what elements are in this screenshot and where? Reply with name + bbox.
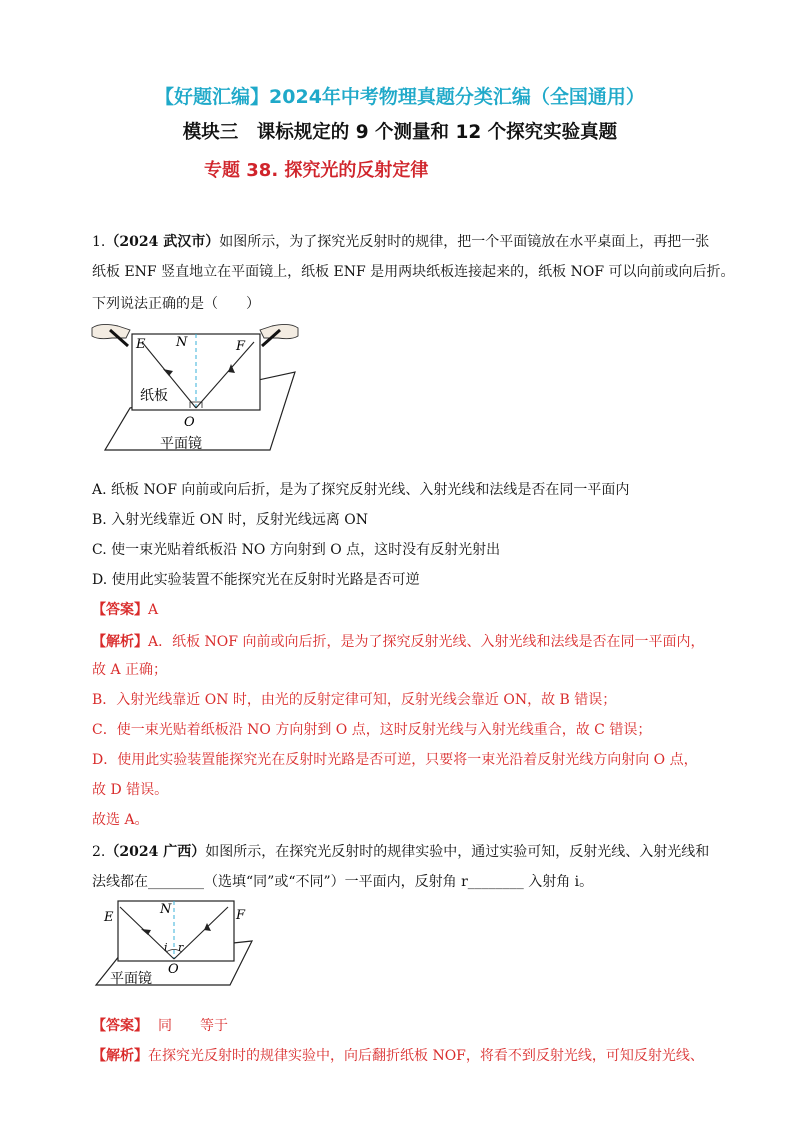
q1-figure	[90, 320, 300, 465]
q2-figure	[90, 895, 260, 993]
q2-stem-line1	[92, 842, 709, 862]
q1-option-b: B. 入射光线靠近 ON 时，反射光线远离 ON	[92, 512, 368, 528]
q1-stem-line2: 纸板 ENF 竖直地立在平面镜上，纸板 ENF 是用两块纸板连接起来的，纸板 NOF 可以向前或向后折。	[92, 264, 735, 280]
q1-stem-text: 如图所示，为了探究光反射时的规律，把一个平面镜放在水平桌面上，再把一张	[219, 234, 710, 250]
q1-analysis-line5: D．使用此实验装置能探究光在反射时光路是否可逆，只要将一束光沿着反射光线方向射向 O 点，	[92, 752, 698, 768]
module-title: 模块三 课标规定的 9 个测量和 12 个探究实验真题	[182, 122, 618, 143]
left-hand-icon	[92, 324, 130, 346]
topic-title: 专题 38. 探究光的反射定律	[204, 160, 429, 181]
answer-value: 同 等于	[158, 1018, 228, 1034]
q1-answer	[92, 600, 158, 620]
q2-source: （2024 广西）	[105, 844, 206, 860]
answer-label: 【答案】	[92, 1018, 148, 1034]
label-F: F	[236, 339, 246, 354]
label-i: i	[164, 941, 168, 954]
label-mirror: 平面镜	[160, 436, 202, 452]
q1-analysis-line1: 【解析】A．纸板 NOF 向前或向后折，是为了探究反射光线、入射光线和法线是否在同一平面内，	[92, 634, 705, 650]
document-title: 【好题汇编】2024年中考物理真题分类汇编（全国通用）	[155, 86, 645, 108]
label-r: r	[178, 941, 184, 954]
q1-analysis-line2: 故 A 正确；	[92, 662, 168, 678]
q1-option-d: D. 使用此实验装置不能探究光在反射时光路是否可逆	[92, 572, 420, 588]
q1-option-a: A. 纸板 NOF 向前或向后折，是为了探究反射光线、入射光线和法线是否在同一平面内	[92, 482, 630, 498]
paper-board	[118, 901, 234, 961]
q1-analysis-line3: B．入射光线靠近 ON 时，由光的反射定律可知，反射光线会靠近 ON，故 B 错误；	[92, 692, 617, 708]
q1-stem-line3: 下列说法正确的是（ ）	[92, 296, 260, 312]
q2-stem-line2: 法线都在________（选填“同”或“不同”）一平面内，反射角 r________ 入射角 i。	[92, 874, 594, 890]
answer-value: A	[148, 602, 159, 618]
q2-stem-text: 如图所示，在探究光反射时的规律实验中，通过实验可知，反射光线、入射光线和	[205, 844, 710, 860]
q1-analysis-line6: 故 D 错误。	[92, 782, 169, 798]
label-E: E	[136, 337, 146, 352]
label-F: F	[236, 908, 246, 923]
q2-answer	[92, 1016, 228, 1036]
q1-conclusion: 故选 A。	[92, 812, 149, 828]
q2-analysis-line1: 【解析】在探究光反射时的规律实验中，向后翻折纸板 NOF，将看不到反射光线，可知反射光线、	[92, 1048, 704, 1064]
label-E: E	[104, 910, 114, 925]
q1-analysis-line4: C．使一束光贴着纸板沿 NO 方向射到 O 点，这时反射光线与入射光线重合，故 C 错误；	[92, 722, 652, 738]
answer-label: 【答案】	[92, 602, 148, 618]
analysis-label: 【解析】	[92, 634, 148, 650]
label-N: N	[176, 335, 188, 350]
label-board: 纸板	[140, 388, 168, 404]
label-O: O	[184, 415, 195, 430]
q1-source: （2024 武汉市）	[105, 234, 220, 250]
analysis-label: 【解析】	[92, 1048, 148, 1064]
q1-stem-line1	[92, 232, 709, 252]
label-mirror: 平面镜	[110, 971, 152, 987]
label-O: O	[168, 962, 179, 977]
right-hand-icon	[260, 324, 298, 346]
q1-number: 1.	[92, 234, 106, 250]
q2-number: 2.	[92, 844, 106, 860]
label-N: N	[160, 902, 172, 917]
q1-option-c: C. 使一束光贴着纸板沿 NO 方向射到 O 点，这时没有反射光射出	[92, 542, 501, 558]
